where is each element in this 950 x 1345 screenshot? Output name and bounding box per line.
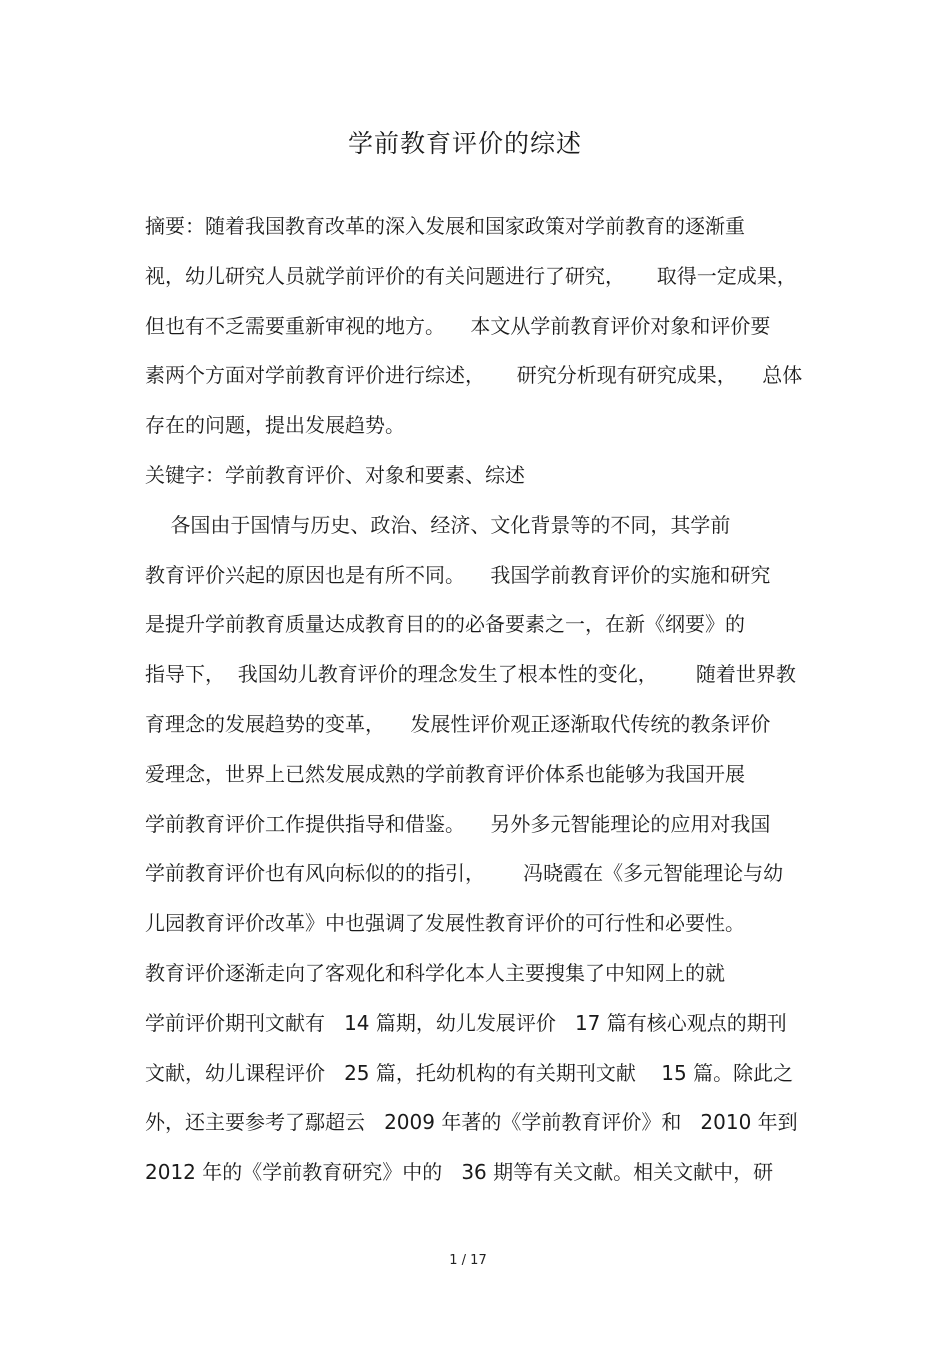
page-number: 1 / 17 <box>449 1253 487 1268</box>
text-line: 学前教育评价也有风向标似的的指引， 冯晓霞在《多元智能理论与幼 <box>145 861 784 885</box>
text-line: 教育评价兴起的原因也是有所不同。 我国学前教育评价的实施和研究 <box>145 563 771 587</box>
text-line: 教育评价逐渐走向了客观化和科学化本人主要搜集了中知网上的就 <box>145 961 725 985</box>
document-title: 学前教育评价的综述 <box>347 129 582 158</box>
text-line: 是提升学前教育质量达成教育目的的必备要素之一，在新《纲要》的 <box>145 612 745 636</box>
text-line: 但也有不乏需要重新审视的地方。 本文从学前教育评价对象和评价要 <box>145 314 771 338</box>
text-line: 文献，幼儿课程评价 25 篇，托幼机构的有关期刊文献 15 篇。除此之 <box>145 1061 794 1085</box>
text-line: 摘要：随着我国教育改革的深入发展和国家政策对学前教育的逐渐重 <box>145 214 745 238</box>
text-line: 儿园教育评价改革》中也强调了发展性教育评价的可行性和必要性。 <box>145 911 745 935</box>
text-line: 2012 年的《学前教育研究》中的 36 期等有关文献。相关文献中，研 <box>145 1160 774 1184</box>
text-line: 学前评价期刊文献有 14 篇期，幼儿发展评价 17 篇有核心观点的期刊 <box>145 1011 787 1035</box>
keywords-line: 关键字：学前教育评价、对象和要素、综述 <box>145 463 525 487</box>
text-line: 视，幼儿研究人员就学前评价的有关问题进行了研究， 取得一定成果， <box>145 264 797 288</box>
text-line: 学前教育评价工作提供指导和借鉴。 另外多元智能理论的应用对我国 <box>145 812 771 836</box>
text-line: 存在的问题，提出发展趋势。 <box>145 413 405 437</box>
text-line: 育理念的发展趋势的变革， 发展性评价观正逐渐取代传统的教条评价 <box>145 712 771 736</box>
text-line: 爱理念，世界上已然发展成熟的学前教育评价体系也能够为我国开展 <box>145 762 745 786</box>
text-line: 素两个方面对学前教育评价进行综述， 研究分析现有研究成果， 总体 <box>145 363 803 387</box>
text-line: 指导下， 我国幼儿教育评价的理念发生了根本性的变化， 随着世界教 <box>145 662 796 686</box>
text-line: 外，还主要参考了鄢超云 2009 年著的《学前教育评价》和 2010 年到 <box>145 1110 798 1134</box>
text-line: 各国由于国情与历史、政治、经济、文化背景等的不同，其学前 <box>145 513 731 537</box>
